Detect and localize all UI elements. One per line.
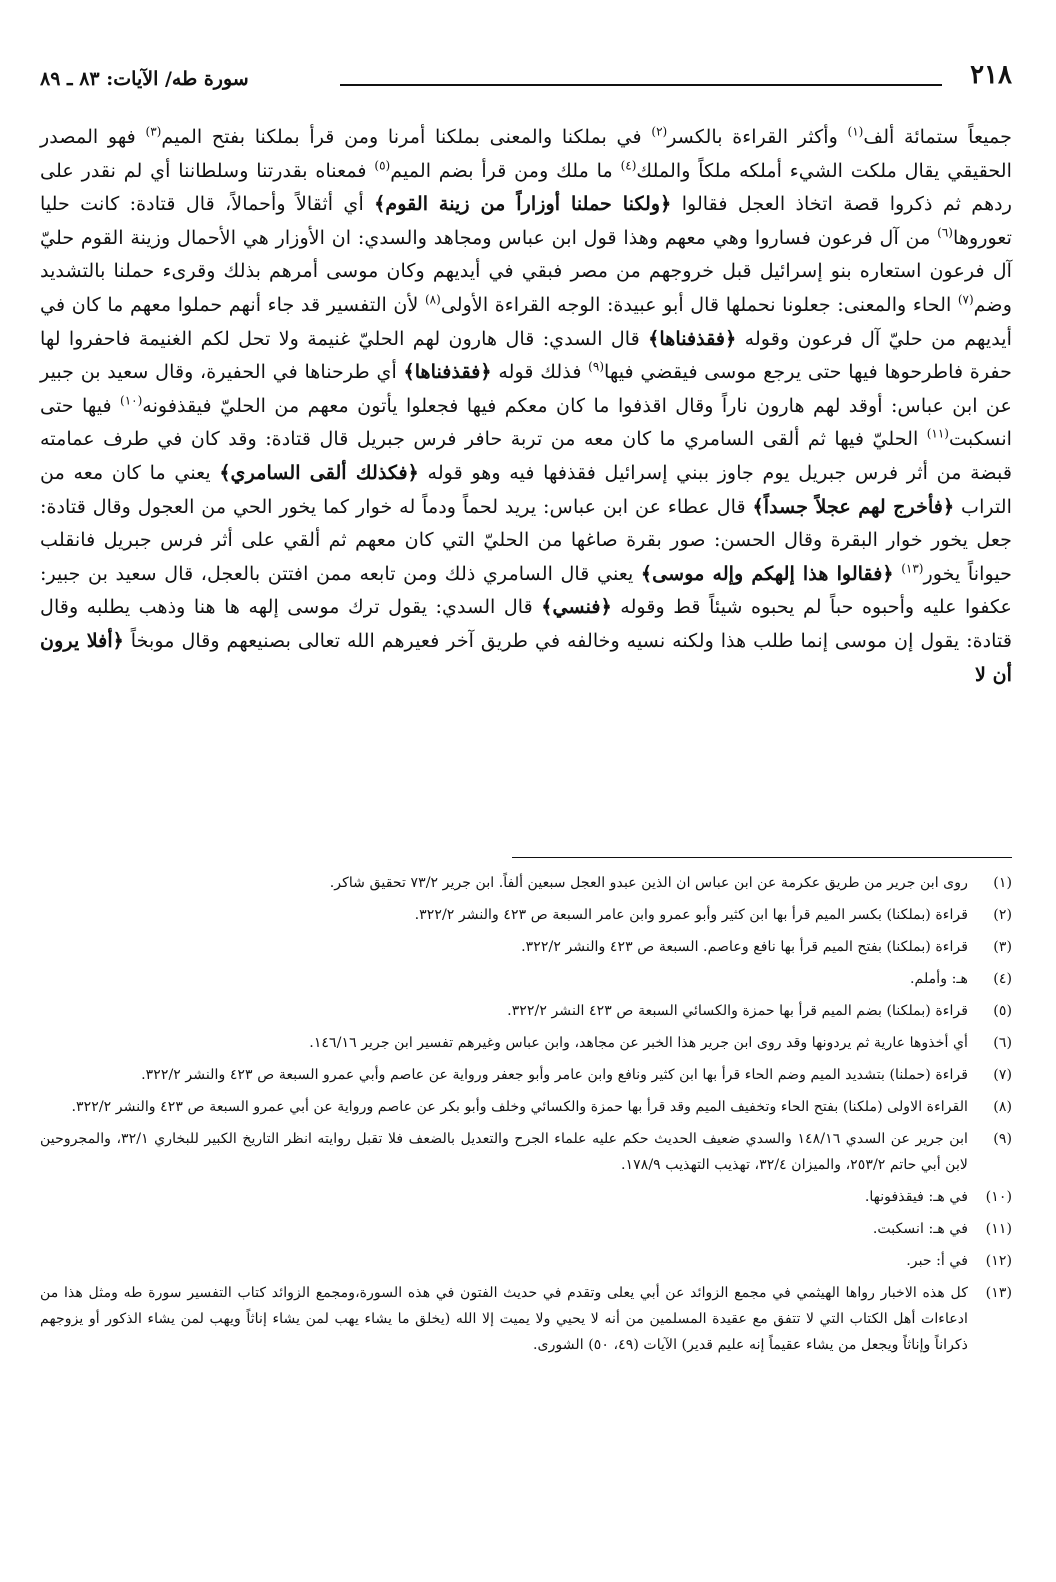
footnote-marker: (٨) (424, 292, 441, 307)
body-segment: فذلك قوله (491, 360, 589, 384)
body-segment: قال السدي: يقول ترك موسى إلهه ها هنا وذهب يطلبه وقال قتادة: يقول إن موسى إنما طلب هذا ولكنه نسيه وخالفه في طريق آخر فعيرهم الله تعالى بصنيعهم وقال موبخاً (40, 595, 1012, 652)
body-segment: الحاء والمعنى: جعلونا نحملها قال أبو عبيدة: الوجه القراءة الأولى (440, 292, 958, 316)
quran-quote: ﴿فنسي﴾ (541, 595, 612, 619)
body-segment: في بملكنا والمعنى بملكنا أمرنا ومن قرأ بملكنا بفتح الميم (161, 125, 652, 148)
footnote-text: القراءة الاولى (ملكنا) بفتح الحاء وتخفيف الميم وقد قرأ بها حمزة والكسائي وخلف وأبو بكر عن عاصم ورواية عن أبي عمرو السبعة ص ٤٢٣ والنشر ٣٢٢/٢. (71, 1099, 968, 1115)
footnote-marker: (١٠) (120, 393, 143, 408)
footnote-rule (512, 857, 1012, 858)
quran-quote: ﴿فقذفناها﴾ (403, 360, 492, 384)
footnote-number: (٣) (993, 939, 1012, 955)
quran-quote: ﴿فكذلك ألقى السامري﴾ (219, 460, 419, 484)
footnote-item (40, 966, 1012, 992)
footnote-text: أي أخذوها عارية ثم يردونها وقد روى ابن جرير هذا الخبر عن مجاهد، وابن عباس وغيرهم تفسير ابن جرير ١٤٦/١٦. (309, 1035, 968, 1051)
page-header (40, 60, 1012, 100)
footnote-marker: (١١) (926, 426, 949, 441)
footnote-text: كل هذه الاخبار رواها الهيثمي في مجمع الزوائد عن أبي يعلى وتقدم في حديث الفتون في هذه السورة،ومجمع الزوائد كتاب التفسير سورة طه ومثل هذا من ادعاءات أهل الكتاب التي لا تتفق مع عقيدة المسلمين من أنه لا يحيي ولا يميت إلا الله (يخلق ما يشاء يهب لمن يشاء إناثاً ويهب لمن يشاء الذكور أو يزوجهم ذكراناً وإناثاً ويجعل من يشاء عقيماً إنه عليم قدير) الآيات (٤٩، ٥٠) الشورى. (40, 1285, 968, 1353)
header-rule (340, 84, 942, 86)
body-segment: يعني قال السامري ذلك ومن تابعه ممن افتتن بالعجل، قال سعيد بن جبير: عكفوا عليه وأحبوه حباً لم يحبوه شيئاً قط وقوله (40, 561, 1012, 619)
quran-quote: ﴿فقذفناها﴾ (648, 326, 737, 350)
quran-quote: ﴿ولكنا حملنا أوزاراً من زينة القوم﴾ (374, 192, 672, 216)
footnote-marker: (٩) (588, 359, 604, 374)
body-segment: لأن التفسير قد جاء أنهم حملوا معهم ما كان في أيديهم من حليّ آل فرعون وقوله (40, 292, 1012, 350)
footnote-number: (٥) (993, 1003, 1012, 1019)
body-segment: فمعناه بقدرتنا وسلطاننا أي لم نقدر على ردهم ثم ذكروا قصة اتخاذ العجل فقالوا (40, 158, 1012, 216)
quran-quote: ﴿فقالوا هذا إلهكم وإله موسى﴾ (640, 561, 894, 585)
footnote-text: قراءة (بملكنا) بضم الميم قرأ بها حمزة والكسائي السبعة ص ٤٢٣ النشر ٣٢٢/٢. (507, 1003, 968, 1019)
footnote-number: (٩) (993, 1131, 1012, 1147)
footnote-number: (١) (993, 875, 1012, 891)
footnote-number: (٨) (993, 1099, 1012, 1115)
body-segment: من آل فرعون فساروا وهي معهم وهذا قول ابن عباس ومجاهد والسدي: ان الأوزار هي الأحمال وزينة القوم حليّ آل فرعون استعاره بنو إسرائيل قبل خروجهم من مصر فبقي في أيديهم وكان موسى أمرهم بذلك وقرىء حملنا بالتشديد وضم (40, 225, 1012, 316)
footnote-item (40, 1184, 1012, 1210)
footnote-text: روى ابن جرير من طريق عكرمة عن ابن عباس ان الذين عبدو العجل سبعين ألفاً. ابن جرير ٧٣/٢ تحقيق شاكر. (329, 875, 968, 891)
body-text (40, 120, 1012, 691)
body-segment: الحليّ فيها ثم ألقى السامري ما كان معه من تربة حافر فرس جبريل قال قتادة: وقد كان في طرف عمامته قبضة من أثر فرس جبريل يوم جاوز ببني إسرائيل فقذفها فيه وهو قوله (40, 427, 1012, 484)
footnote-text: قراءة (بملكنا) بفتح الميم قرأ بها نافع وعاصم. السبعة ص ٤٢٣ والنشر ٣٢٢/٢. (521, 939, 968, 955)
body-segment: أي أثقالاً وأحمالاً، قال قتادة: كانت حليا تعوروها (40, 192, 1012, 249)
footnote-item (40, 1030, 1012, 1056)
footnote-text: قراءة (بملكنا) بكسر الميم قرأ بها ابن كثير وأبو عمرو وابن عامر السبعة ص ٤٢٣ والنشر ٣٢٢/٢. (414, 907, 968, 923)
body-segment: جميعاً ستمائة ألف (863, 125, 1012, 148)
footnote-marker: (٦) (937, 225, 953, 240)
footnote-item (40, 998, 1012, 1024)
footnote-text: هـ: وأملم. (910, 971, 968, 987)
footnote-number: (١٢) (985, 1253, 1012, 1269)
footnote-number: (١٠) (985, 1189, 1012, 1205)
footnote-text: في هـ: فيقذفونها. (864, 1189, 968, 1205)
footnote-number: (١٣) (985, 1285, 1012, 1301)
running-title: سورة طه/ الآيات: ٨٣ ـ ٨٩ (40, 68, 249, 90)
quran-quote: ﴿فأخرج لهم عجلاً جسداً﴾ (752, 494, 955, 518)
footnote-number: (١١) (985, 1221, 1012, 1237)
footnote-item (40, 1248, 1012, 1274)
footnote-item (40, 902, 1012, 928)
footnote-number: (٤) (993, 971, 1012, 987)
footnote-item (40, 1094, 1012, 1120)
footnote-item (40, 934, 1012, 960)
quran-quote: ﴿أفلا يرون أن لا (40, 628, 1012, 686)
footnote-number: (٧) (993, 1067, 1012, 1083)
footnote-number: (٦) (993, 1035, 1012, 1051)
footnote-marker: (٥) (374, 158, 391, 173)
footnote-item (40, 1062, 1012, 1088)
footnote-marker: (٧) (957, 292, 974, 307)
footnote-item (40, 1280, 1012, 1358)
page-number: ٢١٨ (970, 60, 1012, 90)
body-segment: فيها حتى انسكبت (40, 393, 1012, 451)
footnote-text: ابن جرير عن السدي ١٤٨/١٦ والسدي ضعيف الحديث حكم عليه علماء الجرح والتعديل بالضعف فلا تقبل روايته انظر التاريخ الكبير للبخاري ٣٢/١، والمجروحين لابن أبي حاتم ٢٥٣/٢، والميزان ٣٢/٤، تهذيب التهذيب ١٧٨/٩. (40, 1131, 968, 1173)
body-segment: قال السدي: قال هارون لهم الحليّ غنيمة ولا تحل لكم الغنيمة فاحفروا لها حفرة فاطرحوها فيها حتى يرجع موسى فيقضي فيها (40, 326, 1012, 384)
footnote-marker: (٣) (145, 124, 162, 139)
body-segment: قال عطاء عن ابن عباس: يريد لحماً ودماً له خوار كما يخور الحي من العجول وقال قتادة: جعل يخور خوار البقرة وقال الحسن: صور بقرة صاغها من الحليّ التي كان معهم ثم ألقي على أثر فرس جبريل فانقلب حيواناً يخور (40, 494, 1013, 585)
footnotes (40, 870, 1012, 1364)
footnote-marker: (٢) (651, 124, 668, 139)
body-segment: أي طرحناها في الحفيرة، وقال سعيد بن جبير عن ابن عباس: أوقد لهم هارون ناراً وقال اقذفوا ما كان معكم فيها فجعلوا يأتون معهم من الحليّ فيقذفونه (40, 360, 1012, 417)
body-segment: ما ملك ومن قرأ بضم الميم (390, 158, 621, 182)
footnote-item (40, 870, 1012, 896)
footnote-marker: (١٣) (901, 561, 924, 576)
body-segment: فهو المصدر الحقيقي يقال ملكت الشيء أملكه ملكاً والملك (40, 125, 1012, 182)
footnote-text: قراءة (حملنا) بتشديد الميم وضم الحاء قرأ بها ابن كثير ونافع وابن عامر وأبو جعفر ورواية عن عاصم وأبي عمرو السبعة ص ٤٢٣ والنشر ٣٢٢/٢. (141, 1067, 968, 1083)
footnote-marker: (٤) (620, 158, 637, 173)
footnote-text: في أ: حبر. (906, 1253, 968, 1269)
footnote-item (40, 1126, 1012, 1178)
footnote-marker: (١) (847, 124, 864, 139)
body-segment: وأكثر القراءة بالكسر (667, 125, 848, 148)
footnote-item (40, 1216, 1012, 1242)
footnote-text: في هـ: انسكبت. (872, 1221, 968, 1237)
body-segment: يعني ما كان معه من التراب (40, 460, 1012, 518)
footnote-number: (٢) (993, 907, 1012, 923)
